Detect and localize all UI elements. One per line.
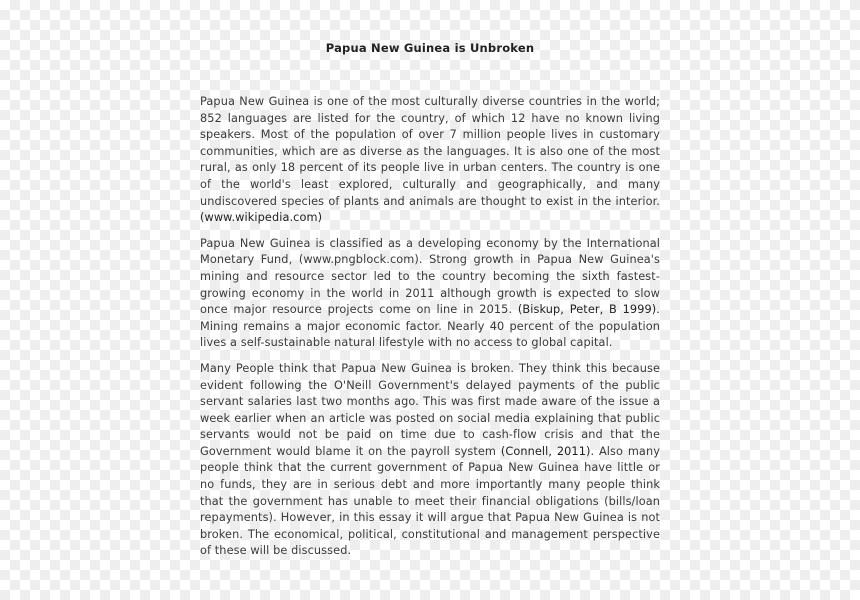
document-title: Papua New Guinea is Unbroken [325, 41, 535, 55]
paragraph-3-citation: (Connell, 2011). [500, 444, 595, 458]
paragraph-2-citation: (Biskup, Peter, B 1999). [517, 303, 660, 317]
paragraph-1-text: Papua New Guinea is one of the most culturally diverse countries in the world; 852 languages are listed for the country, of which 12 have no known living speakers. Most of the population of over 7 million people lives in customary communities, which are as diverse as the languages. It is also one of the most rural, as only 18 percent of its people live in urban centers. The country is one of the world's least explored, culturally and geographically, and many undiscovered species of plants and animals are thought to exist in the interior. [200, 95, 660, 208]
paragraph-2-text-before: Papua New Guinea is classified as a developing economy by the International Monetary Fund, (www.pngblock.com). Strong growth in Papua New Guinea's mining and resource sector led to the country becoming the sixth fastest-growing economy in the world in 2011 although growth is expected to slow once major resource projects come on line in 2015. [200, 236, 660, 317]
paragraph-1 [200, 94, 660, 227]
paragraph-3 [200, 361, 660, 560]
paragraph-3-text-before: Many People think that Papua New Guinea is broken. They think this because evident following the O'Neill Government's delayed payments of the public servant salaries last two months ago. This was first made aware of the issue a week earlier when an article was posted on social media explaining that public servants would not be paid on time due to cash-flow crisis and that the Government would blame it on the payroll system [200, 361, 660, 458]
paragraph-1-citation: (www.wikipedia.com) [200, 211, 323, 225]
paragraph-3-text-after: Also many people think that the current government of Papua New Guinea have little or no funds, they are in serious debt and more importantly many people think that the government has unable to meet their financial obligations (bills/loan repayments). However, in this essay it will argue that Papua New Guinea is not broken. The economical, political, constitutional and management perspective of these will be discussed. [200, 444, 660, 558]
paragraph-2-text-after: Mining remains a major economic factor. Nearly 40 percent of the population lives a self-sustainable natural lifestyle with no access to global capital. [200, 319, 660, 350]
paragraph-2 [200, 236, 660, 352]
document-body [200, 94, 660, 569]
